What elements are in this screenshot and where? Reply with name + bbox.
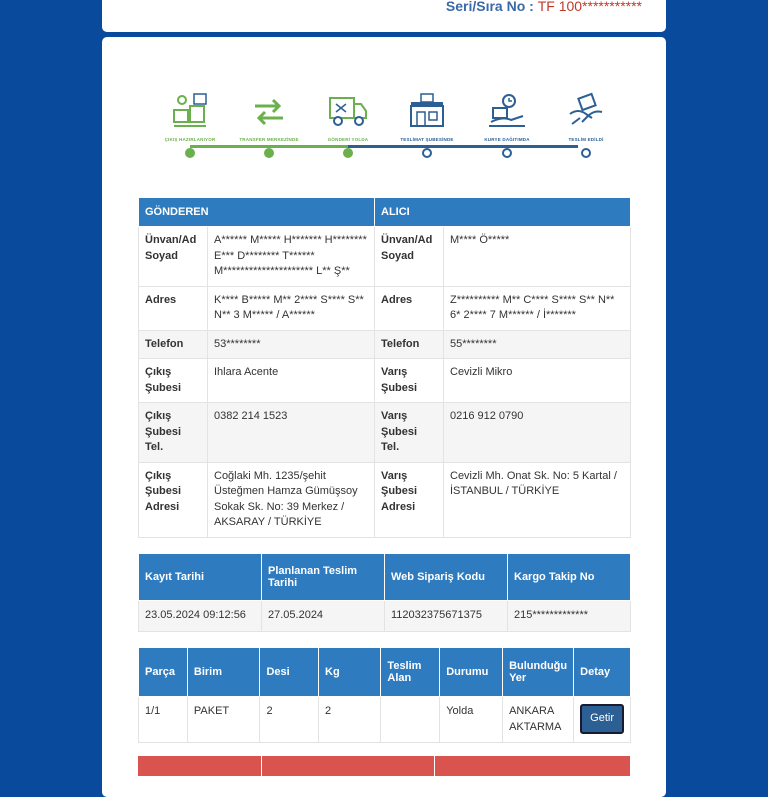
column-header: Detay: [574, 648, 631, 697]
web-order-code: 112032375671375: [385, 601, 508, 632]
origin-branch-label: Çıkış Şubesi: [139, 359, 208, 403]
courier-icon: [487, 92, 527, 130]
origin-branch-phone-label: Çıkış Şubesi Tel.: [139, 403, 208, 463]
sender-header: GÖNDEREN: [139, 198, 375, 227]
step-label: ÇIKIŞ HAZIRLANIYOR: [164, 137, 216, 142]
destination-branch-phone-value: 0216 912 0790: [444, 403, 631, 463]
receiver-address-value: Z********** M** C**** S**** S** N** 6* 2**** 7 M****** / İ*******: [444, 286, 631, 330]
parcel-count: 1/1: [139, 697, 188, 743]
receiver-phone-label: Telefon: [375, 330, 444, 359]
receiver-name-value: M**** Ö*****: [444, 227, 631, 287]
origin-branch-value: Ihlara Acente: [208, 359, 375, 403]
next-table-header: [138, 756, 631, 776]
column-header: Planlanan Teslim Tarihi: [262, 554, 385, 601]
serial-label: Seri/Sıra No :: [445, 0, 534, 14]
step-label: GÖNDERİ YOLDA: [327, 137, 369, 142]
column-header: Kayıt Tarihi: [139, 554, 262, 601]
table-row: [139, 697, 631, 743]
destination-branch-address-value: Cevizli Mh. Onat Sk. No: 5 Kartal / İSTANBUL / TÜRKİYE: [444, 462, 631, 537]
step-preparing: [150, 92, 230, 159]
column-header: Bulunduğu Yer: [503, 648, 574, 697]
sender-phone-value: 53********: [208, 330, 375, 359]
parcel-desi: 2: [260, 697, 319, 743]
destination-branch-address-label: Varış Şubesi Adresi: [375, 462, 444, 537]
serial-value: TF 100***********: [537, 0, 642, 14]
table-row: [139, 227, 631, 287]
step-dot: [264, 148, 274, 158]
table-row: [139, 403, 631, 463]
sender-phone-label: Telefon: [139, 330, 208, 359]
column-header: Durumu: [440, 648, 503, 697]
step-dot: [502, 148, 512, 158]
table-row: [139, 359, 631, 403]
column-header: Kargo Takip No: [508, 554, 631, 601]
sender-name-value: A****** M***** H******* H******** E*** D******** T****** M********************* L** Ş**: [208, 227, 375, 287]
sender-address-label: Adres: [139, 286, 208, 330]
transfer-arrows-icon: [249, 92, 289, 130]
receiver-address-label: Adres: [375, 286, 444, 330]
registration-date: 23.05.2024 09:12:56: [139, 601, 262, 632]
serial-number: [446, 0, 642, 14]
destination-branch-phone-label: Varış Şubesi Tel.: [375, 403, 444, 463]
preparing-icon: [170, 92, 210, 130]
parcel-table: [138, 647, 631, 743]
column-header: Kg: [319, 648, 381, 697]
planned-delivery-date: 27.05.2024: [262, 601, 385, 632]
destination-branch-label: Varış Şubesi: [375, 359, 444, 403]
sender-receiver-table: [138, 197, 631, 538]
step-at-branch: [387, 92, 467, 159]
origin-branch-phone-value: 0382 214 1523: [208, 403, 375, 463]
column-header: Desi: [260, 648, 319, 697]
step-dot: [422, 148, 432, 158]
step-delivered: [546, 92, 626, 159]
parcel-status: Yolda: [440, 697, 503, 743]
shipment-info-table: [138, 553, 631, 632]
get-detail-button[interactable]: Getir: [580, 704, 624, 734]
step-on-the-way: [308, 92, 388, 159]
step-label: TESLİMAT ŞUBESİNDE: [400, 137, 454, 142]
table-row: [139, 462, 631, 537]
step-label: TRANSFER MERKEZİNDE: [239, 137, 299, 142]
step-courier: [467, 92, 547, 159]
origin-branch-address-label: Çıkış Şubesi Adresi: [139, 462, 208, 537]
column-header: Parça: [139, 648, 188, 697]
branch-building-icon: [407, 92, 447, 130]
origin-branch-address-value: Coğlaki Mh. 1235/şehit Üsteğmen Hamza Gümüşsoy Sokak Sk. No: 39 Merkez / AKSARAY / TÜRKİYE: [208, 462, 375, 537]
table-row: [139, 286, 631, 330]
parcel-location: ANKARA AKTARMA: [503, 697, 574, 743]
parcel-received-by: [381, 697, 440, 743]
step-dot: [343, 148, 353, 158]
delivery-truck-icon: [328, 92, 368, 130]
step-dot: [581, 148, 591, 158]
step-transfer: [229, 92, 309, 159]
tracking-card: [102, 37, 666, 797]
parcel-kg: 2: [319, 697, 381, 743]
receiver-header: ALICI: [375, 198, 631, 227]
table-row: [139, 330, 631, 359]
step-dot: [185, 148, 195, 158]
tracking-number: 215*************: [508, 601, 631, 632]
parcel-detail-cell: [574, 697, 631, 743]
column-header: Birim: [187, 648, 260, 697]
header-card: [102, 0, 666, 32]
column-header: Teslim Alan: [381, 648, 440, 697]
delivered-hands-icon: [566, 92, 606, 130]
step-label: TESLİM EDİLDİ: [568, 137, 604, 142]
sender-address-value: K**** B***** M** 2**** S**** S** N** 3 M***** / A******: [208, 286, 375, 330]
receiver-name-label: Ünvan/Ad Soyad: [375, 227, 444, 287]
parcel-unit: PAKET: [187, 697, 260, 743]
destination-branch-value: Cevizli Mikro: [444, 359, 631, 403]
table-row: [139, 601, 631, 632]
sender-name-label: Ünvan/Ad Soyad: [139, 227, 208, 287]
tracking-progress: [162, 92, 602, 162]
step-label: KURYE DAĞITIMDA: [484, 137, 530, 142]
column-header: Web Sipariş Kodu: [385, 554, 508, 601]
receiver-phone-value: 55********: [444, 330, 631, 359]
